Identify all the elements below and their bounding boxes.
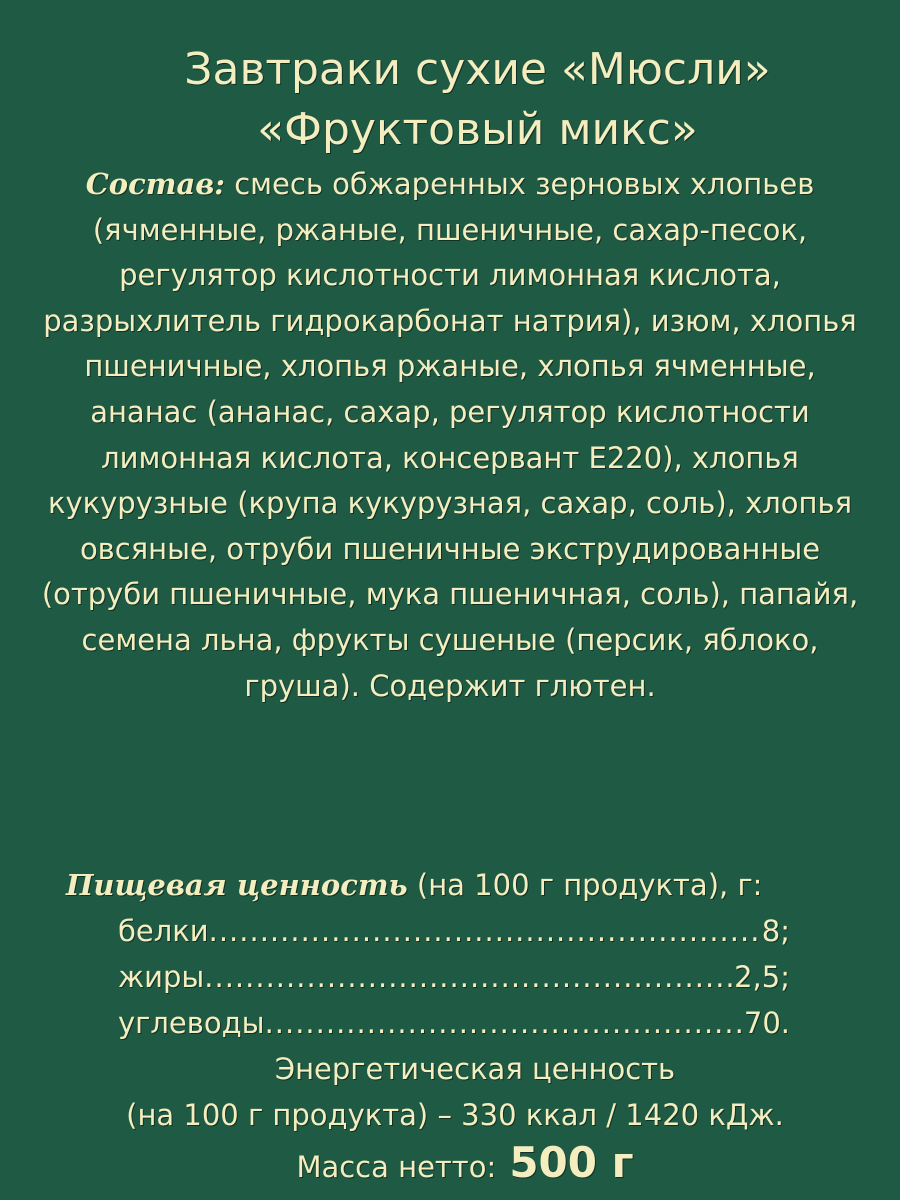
nutrition-row-carbs [118, 1000, 790, 1046]
nutrient-name: жиры [118, 960, 205, 994]
nutrient-name: белки [118, 914, 209, 948]
nutrient-value: 2,5; [734, 960, 790, 994]
energy-value: (на 100 г продукта) – 330 ккал / 1420 кДж. [126, 1098, 784, 1132]
nutrient-name: углеводы [118, 1006, 265, 1040]
composition-section [40, 162, 860, 709]
energy-label: Энергетическая ценность [274, 1052, 676, 1086]
dot-leader [209, 908, 762, 954]
dot-leader [204, 954, 734, 1000]
net-mass-label: Масса нетто: [296, 1150, 497, 1184]
title-line-2: «Фруктовый микс» [257, 104, 698, 155]
nutrition-row-fat [118, 954, 790, 1000]
nutrition-basis: (на 100 г продукта), г: [416, 868, 763, 902]
net-mass [0, 1138, 900, 1187]
dot-leader [265, 1000, 744, 1046]
nutrition-section [0, 862, 900, 1138]
nutrition-heading: Пищевая ценность [66, 868, 408, 902]
title-line-1: Завтраки сухие «Мюсли» [184, 44, 771, 95]
net-mass-value: 500 г [509, 1138, 634, 1187]
product-title [0, 40, 900, 160]
composition-text: смесь обжаренных зерновых хлопьев (ячменные, ржаные, пшеничные, сахар-песок, регулятор кислотности лимонная кислота, разрыхлитель гидрокарбонат натрия), изюм, хлопья пшеничные, хлопья ржаные, хлопья ячменные, ананас (ананас, сахар, регулятор кислотности лимонная кислота, консервант Е220), хлопья кукурузные (крупа кукурузная, сахар, соль), хлопья овсяные, отруби пшеничные экструдированные (отруби пшеничные, мука пшеничная, соль), папайя, семена льна, фрукты сушеные (персик, яблоко, груша). Содержит глютен. [41, 167, 859, 703]
nutrition-row-protein [118, 908, 790, 954]
nutrition-heading-line [0, 862, 900, 908]
composition-heading: Состав: [85, 167, 226, 201]
nutrient-value: 8; [761, 914, 790, 948]
nutrient-value: 70. [743, 1006, 790, 1040]
